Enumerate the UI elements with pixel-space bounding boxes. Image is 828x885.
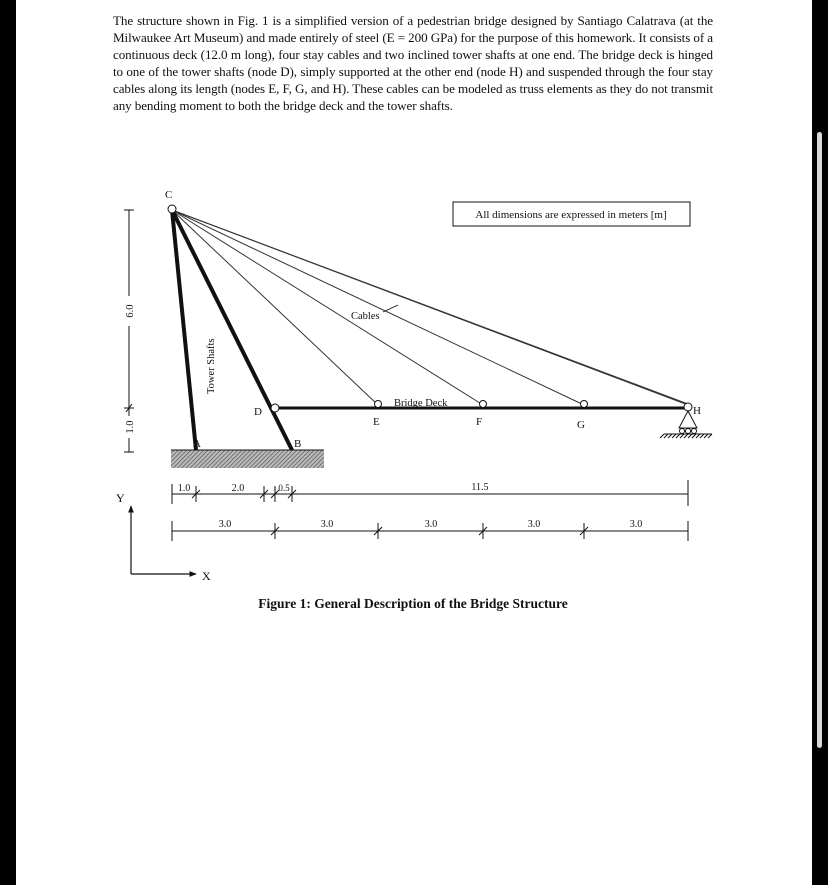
node-label-d: D (254, 406, 262, 418)
node-label-h: H (693, 405, 701, 417)
dim-h-2-0: 2.0 (231, 483, 245, 494)
label-bridge-deck: Bridge Deck (394, 398, 448, 409)
intro-paragraph: The structure shown in Fig. 1 is a simplified version of a pedestrian bridge designed by Santiago Calatrava (at the Milwaukee Art Museum) and made entirely of steel (E = 200 GPa) for the purpose of this homework. It consists of a continuous deck (12.0 m long), four stay cables and two inclined tower shafts at one end. The bridge deck is hinged to one of the tower shafts (node D), simply supported at the other end (node H) and suspended through the four stay cables along its length (nodes E, F, G, and H). These cables can be modeled as truss elements as they do not transmit any bending moment to both the bridge deck and the tower shafts. (113, 13, 713, 113)
dim-vertical-1: 1.0 (125, 420, 136, 434)
node-c-hinge (168, 205, 176, 213)
tower-shaft-ac (172, 210, 196, 450)
axis-label-y: Y (116, 491, 125, 505)
node-f-hinge (480, 401, 487, 408)
node-label-f: F (476, 416, 483, 428)
axis-label-x: X (202, 569, 211, 583)
label-cables: Cables (351, 311, 380, 322)
label-tower-shafts: Tower Shafts (206, 338, 217, 394)
roller-support-h (660, 411, 712, 438)
cable-extra-1 (172, 210, 688, 404)
dim-s1: 3.0 (218, 519, 232, 530)
dim-s2: 3.0 (320, 519, 334, 530)
dim-h-0-5: 0.5 (278, 483, 290, 493)
node-g-hinge (581, 401, 588, 408)
dim-h-11-5: 11.5 (471, 482, 489, 493)
tower-shaft-bc (172, 210, 292, 450)
scrollbar[interactable] (817, 132, 822, 748)
coordinate-axes (131, 506, 196, 574)
ground-hatch (171, 450, 324, 468)
cables-leader (383, 305, 398, 312)
note-box-text: All dimensions are expressed in meters [m] (475, 209, 667, 221)
dim-s5: 3.0 (629, 519, 643, 530)
node-e-hinge (375, 401, 382, 408)
dim-s4: 3.0 (527, 519, 541, 530)
dim-vertical-6: 6.0 (125, 304, 136, 318)
dim-s3: 3.0 (424, 519, 438, 530)
node-label-c: C (165, 189, 173, 201)
node-label-b: B (294, 438, 302, 450)
node-label-e: E (373, 416, 380, 428)
horizontal-dimensions-row1 (172, 480, 688, 506)
cable-cg (172, 210, 584, 405)
cable-ce (172, 210, 378, 405)
vertical-dimensions (124, 210, 134, 452)
node-label-g: G (577, 419, 585, 431)
node-d-hinge (271, 404, 279, 412)
figure-caption: Figure 1: General Description of the Bridge Structure (258, 596, 568, 611)
dim-h-1-0: 1.0 (177, 483, 191, 494)
stay-cables (172, 210, 688, 405)
node-label-a: A (193, 438, 201, 450)
node-h-hinge (684, 403, 692, 411)
